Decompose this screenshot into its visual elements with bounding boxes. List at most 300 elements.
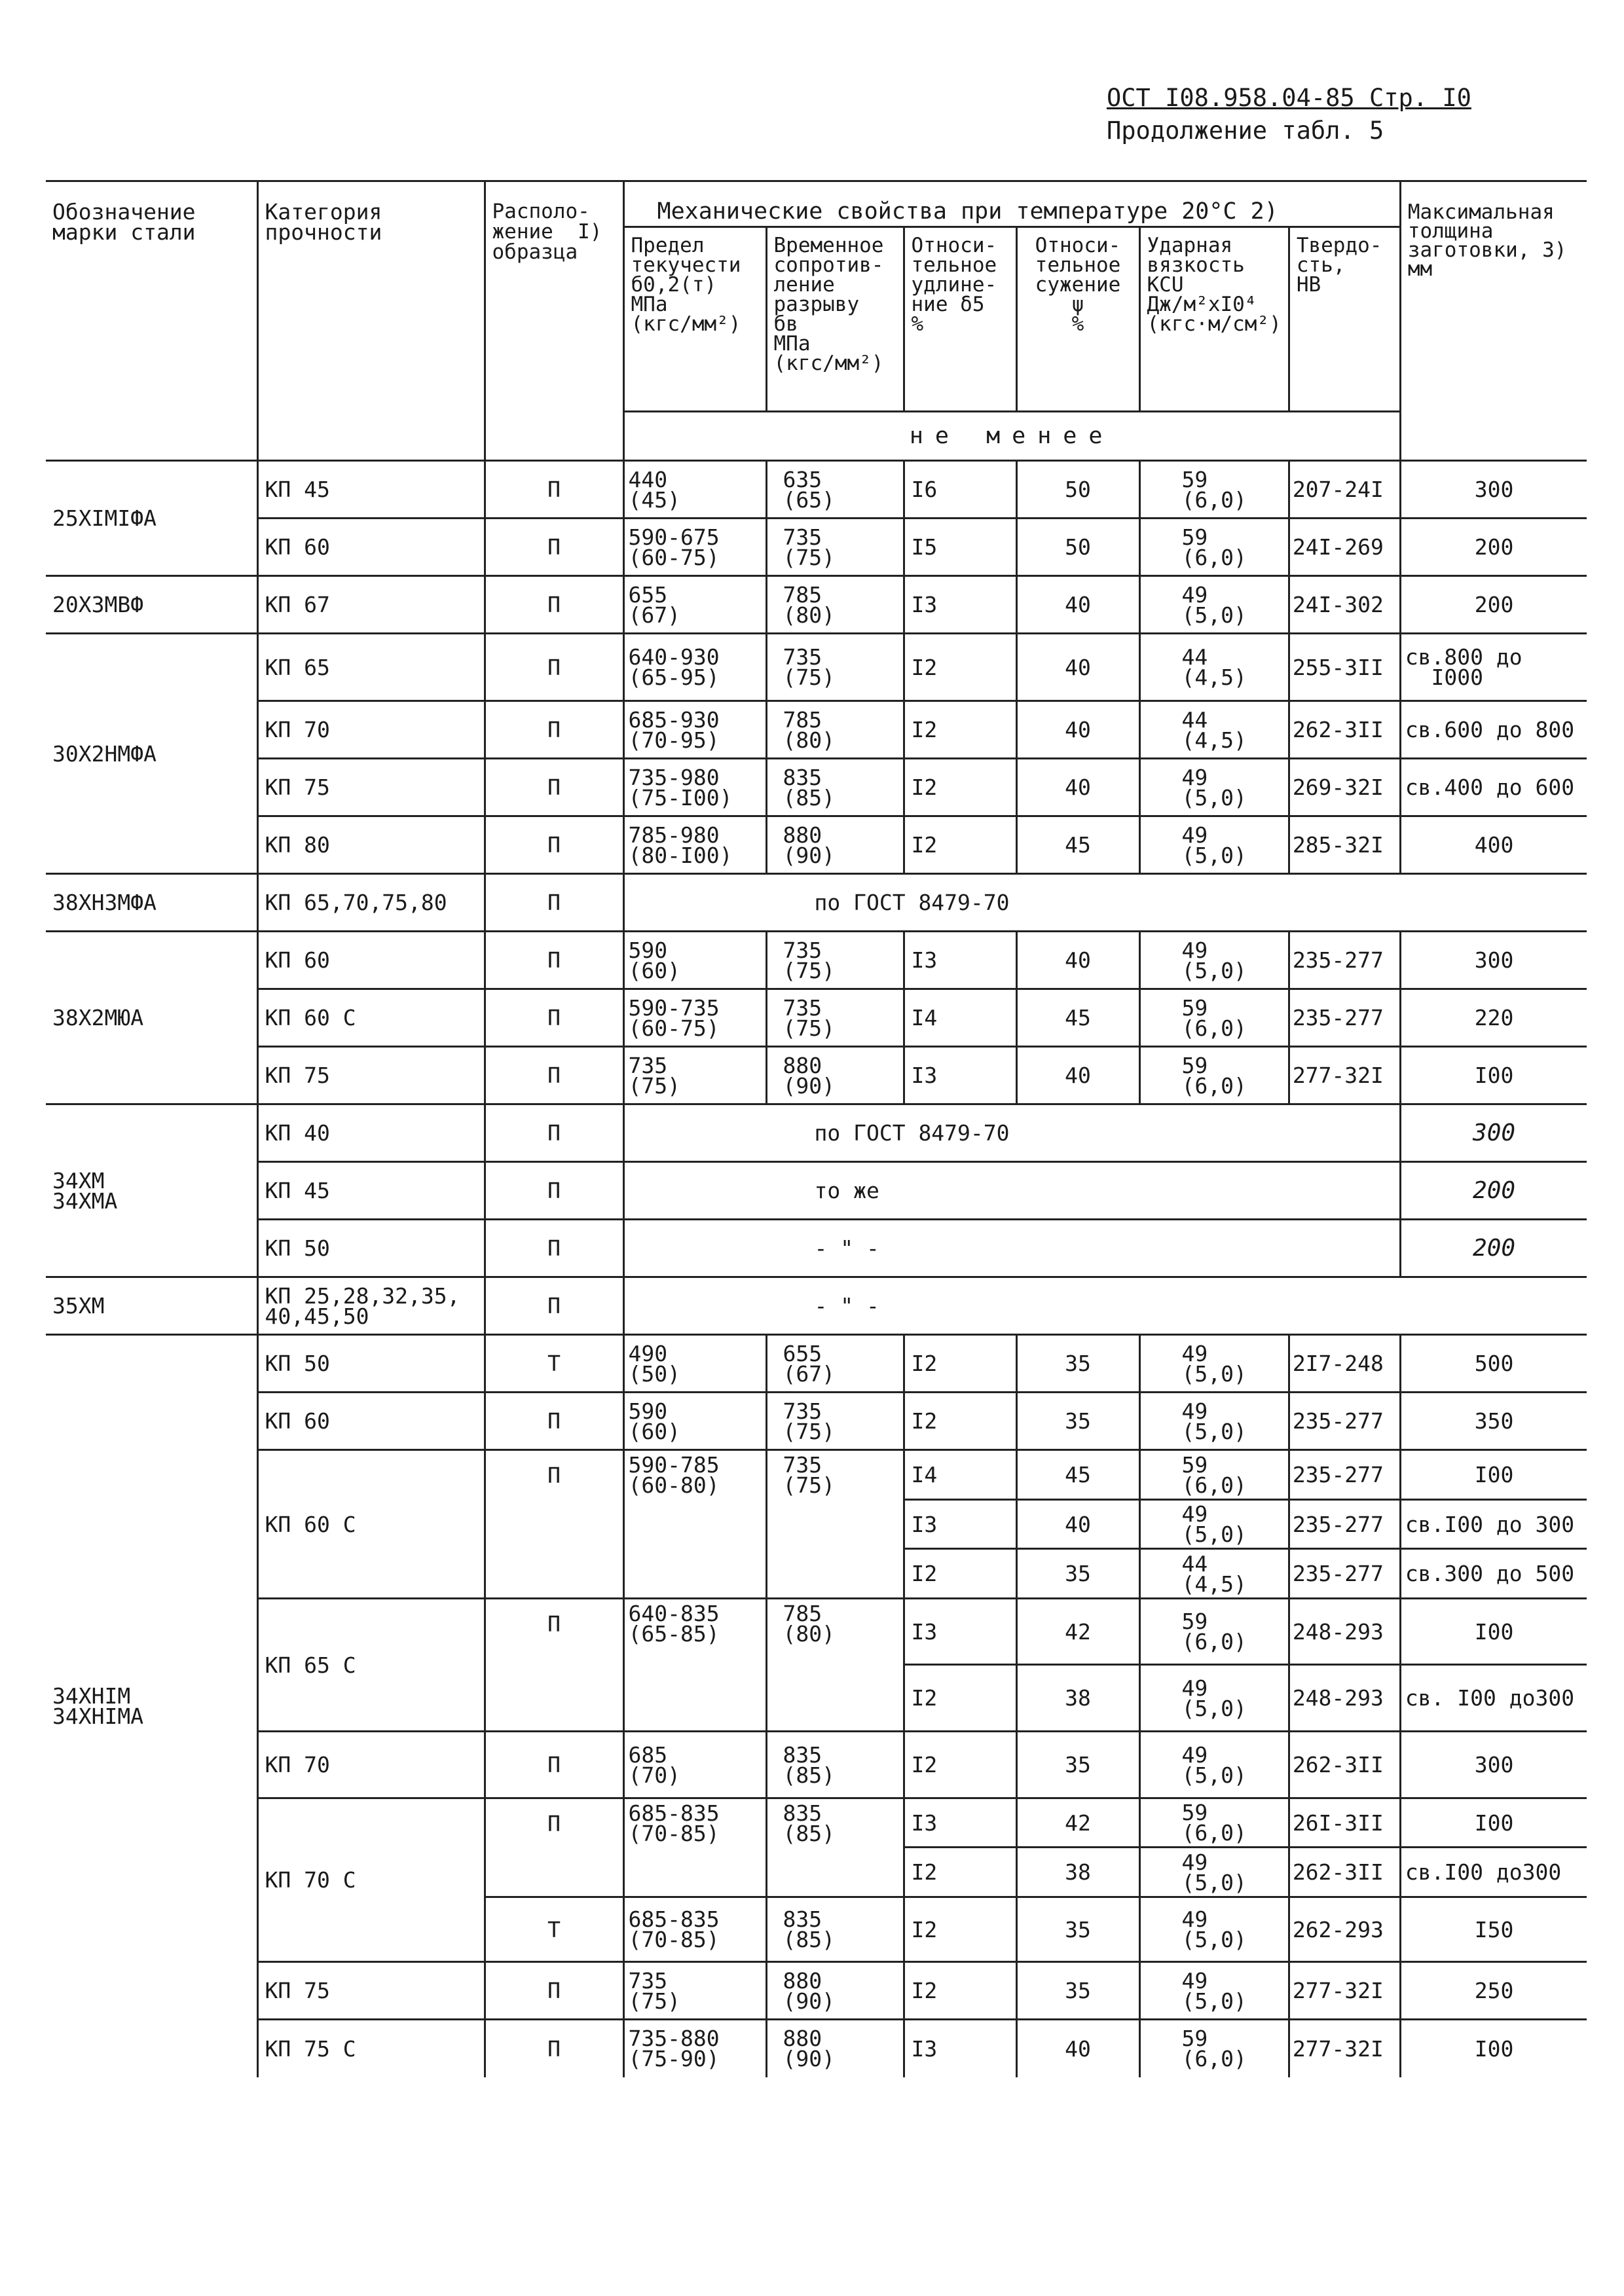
hardness-cell bbox=[1289, 701, 1400, 759]
impact-strength-cell-text: 44 (4,5) bbox=[1181, 1550, 1247, 1597]
location-cell-text: П bbox=[547, 592, 561, 617]
steel-grade-cell bbox=[46, 932, 257, 1104]
yield-strength-cell bbox=[623, 576, 766, 634]
yield-strength-cell-text: 590 (60) bbox=[628, 937, 680, 983]
table-row bbox=[46, 1798, 1587, 1848]
impact-strength-cell-text: 59 (6,0) bbox=[1181, 1609, 1247, 1654]
table-row bbox=[46, 1047, 1587, 1104]
elongation-cell-text: I2 bbox=[911, 1685, 938, 1711]
category-cell-text: КП 25,28,32,35, 40,45,50 bbox=[265, 1283, 460, 1329]
elongation-cell-text: I3 bbox=[911, 947, 938, 973]
tensile-strength-cell bbox=[766, 519, 904, 576]
location-cell bbox=[485, 634, 623, 701]
yield-strength-cell-text: 685-835 (70-85) bbox=[628, 1800, 720, 1846]
hardness-cell-text: 207-24I bbox=[1292, 477, 1384, 502]
yield-strength-cell bbox=[623, 1393, 766, 1450]
steel-grade-cell bbox=[46, 1277, 257, 1335]
location-cell-text: П bbox=[547, 774, 561, 800]
location-cell bbox=[485, 1962, 623, 2020]
max-thickness-cell-text: I00 bbox=[1474, 1618, 1514, 1645]
elongation-cell bbox=[904, 1047, 1016, 1104]
tensile-strength-cell-text: 880 (90) bbox=[783, 822, 835, 868]
elongation-cell-text: I2 bbox=[911, 1978, 938, 2003]
yield-strength-cell bbox=[623, 1335, 766, 1393]
tensile-strength-cell bbox=[766, 634, 904, 701]
reduction-cell bbox=[1016, 1450, 1139, 1500]
elongation-cell bbox=[904, 1599, 1016, 1665]
max-thickness-cell bbox=[1400, 932, 1587, 989]
location-cell bbox=[485, 1047, 623, 1104]
reduction-cell bbox=[1016, 701, 1139, 759]
reduction-cell bbox=[1016, 461, 1139, 519]
tensile-strength-cell-text: 880 (90) bbox=[783, 2026, 835, 2072]
category-cell-text: КП 75 bbox=[265, 774, 330, 800]
category-cell-text: КП 50 bbox=[265, 1235, 330, 1261]
impact-strength-cell-text: 49 (5,0) bbox=[1181, 1675, 1247, 1721]
impact-strength-cell-text: 49 (5,0) bbox=[1181, 822, 1247, 868]
column-header-location: Располо- жение I) образца bbox=[485, 181, 623, 461]
yield-strength-cell bbox=[623, 1047, 766, 1104]
category-cell-text: КП 65 bbox=[265, 654, 330, 680]
yield-strength-cell bbox=[623, 1798, 766, 1897]
table-row bbox=[46, 1220, 1587, 1277]
tensile-strength-cell-text: 735 (75) bbox=[783, 1452, 835, 1498]
hardness-cell bbox=[1289, 634, 1400, 701]
elongation-cell-text: I2 bbox=[911, 1408, 938, 1434]
tensile-strength-cell bbox=[766, 816, 904, 874]
elongation-cell bbox=[904, 461, 1016, 519]
reduction-cell-text: 45 bbox=[1065, 832, 1091, 858]
category-cell bbox=[257, 1162, 485, 1220]
tensile-strength-cell bbox=[766, 1962, 904, 2020]
elongation-cell-text: I2 bbox=[911, 1859, 938, 1885]
document-reference: ОСТ I08.958.04-85 Стр. I0 bbox=[1107, 84, 1471, 112]
impact-strength-cell-text: 44 (4,5) bbox=[1181, 644, 1247, 690]
reduction-cell bbox=[1016, 1599, 1139, 1665]
location-cell bbox=[485, 701, 623, 759]
tensile-strength-cell-text: 835 (85) bbox=[783, 1906, 835, 1952]
category-cell bbox=[257, 1798, 485, 1962]
max-thickness-cell bbox=[1400, 1599, 1587, 1665]
max-thickness-cell bbox=[1400, 1220, 1587, 1277]
max-thickness-cell-text: 250 bbox=[1474, 1978, 1514, 2003]
location-cell-text: П bbox=[547, 534, 561, 560]
elongation-cell bbox=[904, 634, 1016, 701]
location-cell bbox=[485, 2020, 623, 2077]
yield-strength-cell bbox=[623, 519, 766, 576]
category-cell bbox=[257, 989, 485, 1047]
impact-strength-cell-text: 49 (5,0) bbox=[1181, 1501, 1247, 1547]
impact-strength-cell-text: 49 (5,0) bbox=[1181, 1849, 1247, 1895]
category-cell bbox=[257, 932, 485, 989]
category-cell-text: КП 60 bbox=[265, 534, 330, 560]
column-header-elongation: Относи- тельное удлине- ние δ5 % bbox=[904, 227, 1016, 412]
max-thickness-cell-text: I50 bbox=[1474, 1916, 1514, 1942]
impact-strength-cell-text: 49 (5,0) bbox=[1181, 1340, 1247, 1387]
steel-grade-cell bbox=[46, 461, 257, 576]
category-cell-text: КП 60 bbox=[265, 1408, 330, 1434]
impact-strength-cell bbox=[1139, 1665, 1289, 1732]
hardness-cell-text: 235-277 bbox=[1292, 947, 1384, 973]
elongation-cell-text: I3 bbox=[911, 1618, 938, 1645]
tensile-strength-cell bbox=[766, 2020, 904, 2077]
max-thickness-cell bbox=[1400, 1104, 1587, 1162]
hardness-cell bbox=[1289, 1500, 1400, 1549]
hardness-cell-text: 269-32I bbox=[1292, 774, 1384, 800]
hardness-cell-text: 262-3II bbox=[1292, 1752, 1384, 1777]
tensile-strength-cell bbox=[766, 1732, 904, 1798]
location-cell-text: Т bbox=[547, 1916, 561, 1942]
table-row bbox=[46, 1962, 1587, 2020]
impact-strength-cell-text: 49 (5,0) bbox=[1181, 1741, 1247, 1788]
category-cell bbox=[257, 701, 485, 759]
impact-strength-cell-text: 59 (6,0) bbox=[1181, 1052, 1247, 1099]
page-header bbox=[1107, 82, 1471, 147]
reduction-cell bbox=[1016, 989, 1139, 1047]
elongation-cell-text: I3 bbox=[911, 1063, 938, 1088]
location-cell-text: П bbox=[547, 1005, 561, 1030]
elongation-cell-text: I4 bbox=[911, 1005, 938, 1030]
table-row bbox=[46, 1277, 1587, 1335]
location-cell-text: П bbox=[547, 832, 561, 858]
steel-grade-cell-text: 25XIMIФА bbox=[52, 505, 157, 531]
category-cell bbox=[257, 1335, 485, 1393]
hardness-cell bbox=[1289, 1335, 1400, 1393]
reduction-cell bbox=[1016, 1665, 1139, 1732]
reduction-cell-text: 42 bbox=[1065, 1618, 1091, 1645]
impact-strength-cell bbox=[1139, 576, 1289, 634]
yield-strength-cell-text: 590-785 (60-80) bbox=[628, 1452, 720, 1498]
location-cell-text: П bbox=[547, 890, 561, 915]
tensile-strength-cell bbox=[766, 1047, 904, 1104]
category-cell bbox=[257, 1962, 485, 2020]
impact-strength-cell bbox=[1139, 1599, 1289, 1665]
elongation-cell-text: I3 bbox=[911, 592, 938, 617]
category-cell-text: КП 40 bbox=[265, 1120, 330, 1146]
location-cell-text: П bbox=[547, 717, 561, 742]
yield-strength-cell-text: 735 (75) bbox=[628, 1052, 680, 1099]
category-cell-text: КП 80 bbox=[265, 832, 330, 858]
yield-strength-cell-text: 685-930 (70-95) bbox=[628, 706, 720, 753]
category-cell-text: КП 67 bbox=[265, 592, 330, 617]
yield-strength-cell-text: 655 (67) bbox=[628, 581, 680, 628]
tensile-strength-cell-text: 655 (67) bbox=[783, 1340, 835, 1387]
table-row bbox=[46, 461, 1587, 519]
max-thickness-cell-text: 200 bbox=[1473, 1177, 1516, 1204]
reduction-cell-text: 35 bbox=[1065, 1408, 1091, 1434]
reduction-cell-text: 40 bbox=[1065, 717, 1091, 742]
hardness-cell-text: 262-3II bbox=[1292, 1859, 1384, 1885]
reduction-cell bbox=[1016, 1798, 1139, 1848]
impact-strength-cell bbox=[1139, 759, 1289, 816]
merged-properties-cell bbox=[623, 1162, 1400, 1220]
impact-strength-cell bbox=[1139, 701, 1289, 759]
column-header-max-thickness: Максимальная толщина заготовки, 3) мм bbox=[1400, 181, 1587, 461]
location-cell bbox=[485, 1220, 623, 1277]
reduction-cell bbox=[1016, 759, 1139, 816]
category-cell-text: КП 65 С bbox=[265, 1652, 356, 1678]
max-thickness-cell bbox=[1400, 701, 1587, 759]
yield-strength-cell-text: 735 (75) bbox=[628, 1967, 680, 2014]
steel-grade-cell-text: 34XM 34XMA bbox=[52, 1167, 118, 1214]
reduction-cell bbox=[1016, 576, 1139, 634]
max-thickness-cell-text: I00 bbox=[1474, 1462, 1514, 1487]
max-thickness-cell bbox=[1400, 989, 1587, 1047]
max-thickness-cell bbox=[1400, 1393, 1587, 1450]
yield-strength-cell-text: 640-835 (65-85) bbox=[628, 1601, 720, 1647]
location-cell-text: П bbox=[547, 1611, 561, 1637]
yield-strength-cell-text: 735-980 (75-I00) bbox=[628, 764, 733, 811]
impact-strength-cell-text: 59 (6,0) bbox=[1181, 2026, 1247, 2072]
max-thickness-cell-text: I00 bbox=[1474, 2035, 1514, 2062]
elongation-cell bbox=[904, 1962, 1016, 2020]
max-thickness-cell-text: 300 bbox=[1474, 1752, 1514, 1777]
hardness-cell-text: 26I-3II bbox=[1292, 1810, 1384, 1836]
hardness-cell bbox=[1289, 2020, 1400, 2077]
max-thickness-cell bbox=[1400, 1848, 1587, 1897]
max-thickness-cell bbox=[1400, 461, 1587, 519]
reduction-cell bbox=[1016, 1335, 1139, 1393]
elongation-cell-text: I4 bbox=[911, 1462, 938, 1487]
max-thickness-cell-text: 400 bbox=[1474, 832, 1514, 858]
yield-strength-cell-text: 590 (60) bbox=[628, 1398, 680, 1444]
tensile-strength-cell-text: 835 (85) bbox=[783, 764, 835, 811]
category-cell-text: КП 70 bbox=[265, 717, 330, 742]
max-thickness-cell-text: 200 bbox=[1474, 534, 1514, 560]
hardness-cell-text: 255-3II bbox=[1292, 654, 1384, 680]
impact-strength-cell bbox=[1139, 1732, 1289, 1798]
max-thickness-cell bbox=[1400, 1798, 1587, 1848]
tensile-strength-cell-text: 785 (80) bbox=[783, 706, 835, 753]
category-cell-text: КП 75 bbox=[265, 1978, 330, 2003]
elongation-cell bbox=[904, 1393, 1016, 1450]
max-thickness-cell-text: 220 bbox=[1474, 1005, 1514, 1030]
elongation-cell-text: I2 bbox=[911, 1752, 938, 1777]
category-cell bbox=[257, 576, 485, 634]
max-thickness-cell-text: св.I00 до 300 bbox=[1405, 1511, 1575, 1537]
impact-strength-cell bbox=[1139, 519, 1289, 576]
elongation-cell-text: I2 bbox=[911, 654, 938, 680]
location-cell bbox=[485, 1162, 623, 1220]
max-thickness-cell-text: 200 bbox=[1474, 592, 1514, 617]
column-header-grade: Обозначение марки стали bbox=[46, 181, 257, 461]
reduction-cell-text: 40 bbox=[1065, 774, 1091, 800]
location-cell-text: П bbox=[547, 1178, 561, 1203]
category-cell-text: КП 75 С bbox=[265, 2035, 356, 2062]
impact-strength-cell bbox=[1139, 1047, 1289, 1104]
impact-strength-cell-text: 49 (5,0) bbox=[1181, 1398, 1247, 1444]
tensile-strength-cell bbox=[766, 989, 904, 1047]
max-thickness-cell bbox=[1400, 1047, 1587, 1104]
impact-strength-cell bbox=[1139, 2020, 1289, 2077]
hardness-cell-text: 262-3II bbox=[1292, 717, 1384, 742]
elongation-cell bbox=[904, 1897, 1016, 1962]
elongation-cell bbox=[904, 816, 1016, 874]
max-thickness-cell-text: св.300 до 500 bbox=[1405, 1561, 1575, 1586]
hardness-cell-text: 235-277 bbox=[1292, 1561, 1384, 1586]
tensile-strength-cell-text: 735 (75) bbox=[783, 1398, 835, 1444]
merged-properties-cell-text: по ГОСТ 8479-70 bbox=[814, 890, 1010, 915]
max-thickness-cell bbox=[1400, 759, 1587, 816]
tensile-strength-cell-text: 835 (85) bbox=[783, 1741, 835, 1788]
hardness-cell bbox=[1289, 461, 1400, 519]
steel-grade-cell-text: 38XH3MФА bbox=[52, 890, 157, 915]
merged-properties-cell bbox=[623, 1104, 1400, 1162]
elongation-cell bbox=[904, 519, 1016, 576]
max-thickness-cell bbox=[1400, 1665, 1587, 1732]
max-thickness-cell bbox=[1400, 1549, 1587, 1599]
merged-properties-cell-text: - " - bbox=[814, 1235, 879, 1261]
impact-strength-cell bbox=[1139, 989, 1289, 1047]
reduction-cell bbox=[1016, 634, 1139, 701]
reduction-cell bbox=[1016, 1897, 1139, 1962]
merged-properties-cell-text: то же bbox=[814, 1178, 879, 1203]
location-cell bbox=[485, 989, 623, 1047]
hardness-cell bbox=[1289, 1599, 1400, 1665]
location-cell-text: П bbox=[547, 1120, 561, 1146]
location-cell-text: Т bbox=[547, 1351, 561, 1376]
elongation-cell bbox=[904, 1848, 1016, 1897]
location-cell bbox=[485, 874, 623, 932]
hardness-cell bbox=[1289, 1848, 1400, 1897]
tensile-strength-cell-text: 880 (90) bbox=[783, 1967, 835, 2014]
elongation-cell bbox=[904, 1450, 1016, 1500]
category-cell bbox=[257, 1732, 485, 1798]
hardness-cell bbox=[1289, 1450, 1400, 1500]
table-row bbox=[46, 634, 1587, 701]
steel-grade-cell bbox=[46, 1335, 257, 2077]
elongation-cell bbox=[904, 2020, 1016, 2077]
table-row bbox=[46, 1162, 1587, 1220]
category-cell-text: КП 60 bbox=[265, 947, 330, 973]
steel-grade-cell bbox=[46, 874, 257, 932]
hardness-cell bbox=[1289, 1962, 1400, 2020]
impact-strength-cell bbox=[1139, 1798, 1289, 1848]
impact-strength-cell bbox=[1139, 932, 1289, 989]
max-thickness-cell-text: 200 bbox=[1473, 1235, 1516, 1262]
max-thickness-cell bbox=[1400, 2020, 1587, 2077]
reduction-cell bbox=[1016, 2020, 1139, 2077]
location-cell-text: П bbox=[547, 654, 561, 680]
hardness-cell bbox=[1289, 1047, 1400, 1104]
impact-strength-cell bbox=[1139, 634, 1289, 701]
tensile-strength-cell-text: 880 (90) bbox=[783, 1052, 835, 1099]
tensile-strength-cell-text: 735 (75) bbox=[783, 644, 835, 690]
reduction-cell bbox=[1016, 1393, 1139, 1450]
tensile-strength-cell bbox=[766, 1798, 904, 1897]
reduction-cell-text: 35 bbox=[1065, 1916, 1091, 1942]
impact-strength-cell-text: 49 (5,0) bbox=[1181, 1906, 1247, 1952]
max-thickness-cell bbox=[1400, 1335, 1587, 1393]
reduction-cell bbox=[1016, 816, 1139, 874]
reduction-cell-text: 40 bbox=[1065, 592, 1091, 617]
reduction-cell-text: 40 bbox=[1065, 654, 1091, 680]
location-cell bbox=[485, 1335, 623, 1393]
reduction-cell-text: 50 bbox=[1065, 534, 1091, 560]
impact-strength-cell bbox=[1139, 1848, 1289, 1897]
max-thickness-cell bbox=[1400, 576, 1587, 634]
category-cell bbox=[257, 1220, 485, 1277]
max-thickness-cell-text: 300 bbox=[1473, 1120, 1516, 1146]
max-thickness-cell-text: 300 bbox=[1474, 477, 1514, 502]
reduction-cell-text: 35 bbox=[1065, 1351, 1091, 1376]
reduction-cell bbox=[1016, 519, 1139, 576]
column-group-mechanical: Механические свойства при температуре 20°С 2) bbox=[623, 181, 1400, 227]
reduction-cell-text: 45 bbox=[1065, 1462, 1091, 1487]
table-row bbox=[46, 1450, 1587, 1500]
column-header-reduction: Относи- тельное сужение ψ % bbox=[1016, 227, 1139, 412]
yield-strength-cell bbox=[623, 1732, 766, 1798]
category-cell-text: КП 50 bbox=[265, 1351, 330, 1376]
impact-strength-cell-text: 59 (6,0) bbox=[1181, 1451, 1247, 1498]
location-cell-text: П bbox=[547, 477, 561, 502]
max-thickness-cell bbox=[1400, 1962, 1587, 2020]
yield-strength-cell-text: 735-880 (75-90) bbox=[628, 2026, 720, 2072]
reduction-cell bbox=[1016, 1500, 1139, 1549]
category-cell bbox=[257, 1450, 485, 1599]
hardness-cell-text: 235-277 bbox=[1292, 1005, 1384, 1030]
location-cell-text: П bbox=[547, 2035, 561, 2062]
location-cell bbox=[485, 1599, 623, 1732]
impact-strength-cell bbox=[1139, 1897, 1289, 1962]
hardness-cell-text: 285-32I bbox=[1292, 832, 1384, 858]
elongation-cell-text: I2 bbox=[911, 1561, 938, 1586]
category-cell-text: КП 45 bbox=[265, 477, 330, 502]
elongation-cell-text: I3 bbox=[911, 1511, 938, 1537]
not-less-than-note: не менее bbox=[623, 412, 1400, 461]
table-row bbox=[46, 1335, 1587, 1393]
table-row bbox=[46, 989, 1587, 1047]
max-thickness-cell bbox=[1400, 1500, 1587, 1549]
category-cell-text: КП 70 С bbox=[265, 1867, 356, 1893]
yield-strength-cell bbox=[623, 1450, 766, 1599]
location-cell bbox=[485, 1798, 623, 1897]
yield-strength-cell-text: 590-735 (60-75) bbox=[628, 994, 720, 1041]
hardness-cell bbox=[1289, 1549, 1400, 1599]
merged-properties-cell-text: по ГОСТ 8479-70 bbox=[814, 1120, 1010, 1146]
tensile-strength-cell-text: 735 (75) bbox=[783, 937, 835, 983]
location-cell-text: П bbox=[547, 1063, 561, 1088]
location-cell-text: П bbox=[547, 1235, 561, 1261]
hardness-cell-text: 248-293 bbox=[1292, 1685, 1384, 1711]
elongation-cell bbox=[904, 1798, 1016, 1848]
yield-strength-cell bbox=[623, 932, 766, 989]
impact-strength-cell bbox=[1139, 1962, 1289, 2020]
reduction-cell-text: 40 bbox=[1065, 947, 1091, 973]
category-cell bbox=[257, 759, 485, 816]
max-thickness-cell bbox=[1400, 1450, 1587, 1500]
merged-properties-cell bbox=[623, 1277, 1587, 1335]
hardness-cell-text: 262-293 bbox=[1292, 1916, 1384, 1942]
column-header-impact: Ударная вязкость KCU Дж/м²хI0⁴ (кгс·м/см²) bbox=[1139, 227, 1289, 412]
elongation-cell bbox=[904, 989, 1016, 1047]
elongation-cell-text: I3 bbox=[911, 1810, 938, 1836]
category-cell bbox=[257, 816, 485, 874]
hardness-cell bbox=[1289, 759, 1400, 816]
tensile-strength-cell bbox=[766, 1897, 904, 1962]
max-thickness-cell-text: св.600 до 800 bbox=[1405, 717, 1575, 742]
elongation-cell-text: I6 bbox=[911, 477, 938, 502]
table-row bbox=[46, 816, 1587, 874]
yield-strength-cell bbox=[623, 634, 766, 701]
tensile-strength-cell-text: 785 (80) bbox=[783, 581, 835, 628]
category-cell-text: КП 60 С bbox=[265, 1511, 356, 1537]
impact-strength-cell bbox=[1139, 1393, 1289, 1450]
table-row bbox=[46, 576, 1587, 634]
merged-properties-cell-text: - " - bbox=[814, 1293, 879, 1319]
elongation-cell-text: I3 bbox=[911, 2035, 938, 2062]
location-cell-text: П bbox=[547, 1463, 561, 1488]
